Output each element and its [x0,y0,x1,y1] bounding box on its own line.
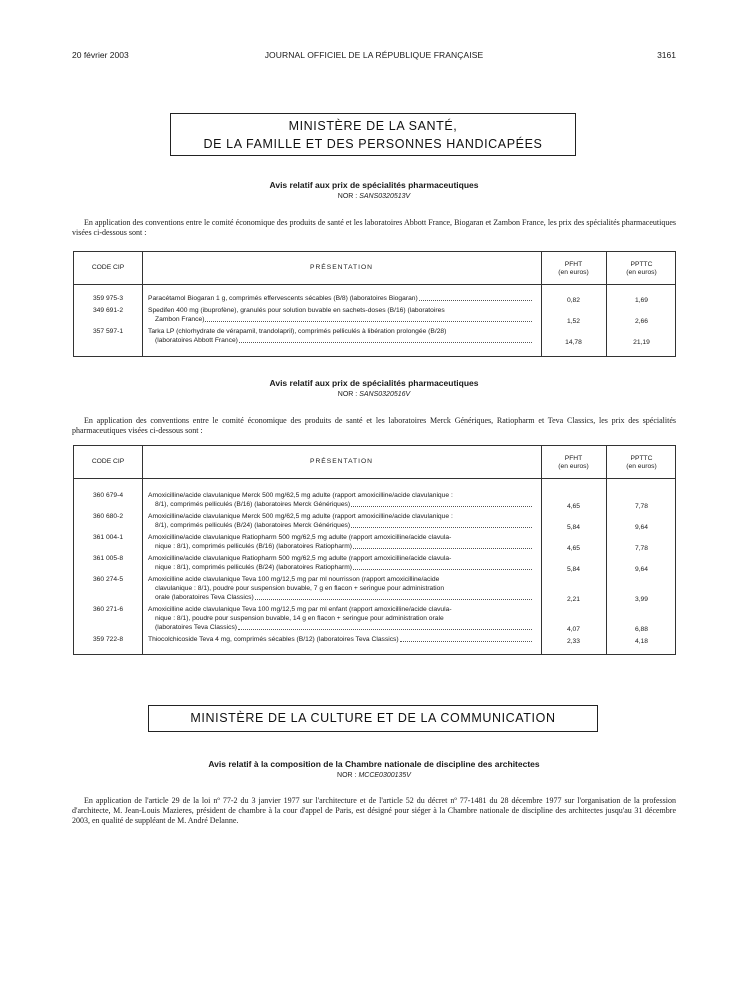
page-header [72,50,676,64]
ministry-culture-line1: MINISTÈRE DE LA CULTURE ET DE LA COMMUNICATION [190,711,556,725]
presentation-text: Amoxicilline/acide clavulanique Merck 500 mg/62,5 mg adulte (rapport amoxicilline/acide clavulanique : 8/1), comprimés pelliculés (B/16) (laboratoires Merck Génériques) [148,491,532,509]
ppttc-value: 6,88 [634,626,649,633]
notice3-nor [72,772,676,779]
notice1-price-table [73,251,676,357]
ppttc-value: 2,66 [634,318,649,325]
cip-code: 360 271-6 [92,606,124,613]
ministry-health-line2: DE LA FAMILLE ET DES PERSONNES HANDICAPÉES [203,137,543,151]
notice1-title: Avis relatif aux prix de spécialités pharmaceutiques [269,180,479,190]
pfht-value: 5,84 [566,524,581,531]
cip-code: 361 005-8 [92,555,124,562]
notice2-nor [72,391,676,398]
header-page-number: 3161 [657,50,676,60]
ppttc-value: 3,99 [634,596,649,603]
presentation-text: Amoxicilline acide clavulanique Teva 100 mg/12,5 mg par ml enfant (rapport amoxicilline/acide clavula- nique : 8/1), poudre pour suspension buvable, 14 g en flacon + seringue pour administration orale (laboratoires Teva Classics) [148,605,532,632]
header-date: 20 février 2003 [72,50,129,60]
col-presentation-header: PRÉSENTATION [309,264,374,271]
notice2-price-table [73,445,676,655]
ppttc-value: 7,78 [634,503,649,510]
notice3-nor-label: NOR : [337,772,357,779]
cip-code: 349 691-2 [92,307,124,314]
presentation-text: Paracétamol Biogaran 1 g, comprimés effervescents sécables (B/8) (laboratoires Biogaran) [148,294,532,303]
notice1-intro: En application des conventions entre le comité économique des produits de santé et les laboratoires Abbott France, Biogaran et Zambon France, les prix des spécialités pharmaceutiques visées ci-dessous sont : [72,218,676,237]
notice2-nor-code: SANS0320516V [359,391,411,398]
col-cip-header: CODE CIP [91,264,125,271]
notice3-nor-code: MCCE0300135V [358,772,411,779]
ppttc-value: 21,19 [633,339,650,346]
pfht-value: 4,07 [566,626,581,633]
col-presentation-header: PRÉSENTATION [309,458,374,465]
notice1-nor [72,193,676,200]
pfht-value: 1,52 [566,318,581,325]
pfht-value: 2,21 [566,596,581,603]
ministry-health-line1: MINISTÈRE DE LA SANTÉ, [288,119,458,133]
col-ppttc-header: PPTTC (en euros) [626,455,657,470]
notice3-body: En application de l'article 29 de la loi nº 77-2 du 3 janvier 1977 sur l'architecture et de l'article 52 du décret nº 77-1481 du 28 décembre 1977 sur l'organisation de la profession d'architecte, M. Jean-Louis Mazieres, président de chambre à la cour d'appel de Paris, est désigné pour siéger à la Chambre nationale de discipline des architectes jusqu'au 31 décembre 2003, en qualité de suppléant de M. André Delanne. [72,796,676,825]
ministry-health-box [170,113,576,156]
col-ppttc-header: PPTTC (en euros) [626,261,657,276]
cip-code: 359 722-8 [92,636,124,643]
presentation-text: Thiocolchicoside Teva 4 mg, comprimés sécables (B/12) (laboratoires Teva Classics) [148,635,532,644]
presentation-text: Amoxicilline/acide clavulanique Ratiopharm 500 mg/62,5 mg adulte (rapport amoxicilline/acide clavula- nique : 8/1), comprimés pelliculés (B/24) (laboratoires Ratiopharm) [148,554,532,572]
presentation-text: Amoxicilline/acide clavulanique Merck 500 mg/62,5 mg adulte (rapport amoxicilline/acide clavulanique : 8/1), comprimés pelliculés (B/24) (laboratoires Merck Génériques) [148,512,532,530]
ppttc-value: 9,64 [634,524,649,531]
pfht-value: 4,65 [566,503,581,510]
ppttc-value: 1,69 [634,297,649,304]
notice2-intro: En application des conventions entre le comité économique des produits de santé et les laboratoires Merck Génériques, Ratiopharm et Teva Classics, les prix des spécialités pharmaceutiques visées ci-dessous sont : [72,416,676,435]
ppttc-value: 9,64 [634,566,649,573]
cip-code: 357 597-1 [92,328,124,335]
col-pfht-header: PFHT (en euros) [558,261,589,276]
notice1-nor-code: SANS0320513V [359,193,411,200]
notice1-nor-label: NOR : [337,193,358,200]
cip-code: 360 274-5 [92,576,124,583]
notice2-nor-label: NOR : [337,391,358,398]
pfht-value: 0,82 [566,297,581,304]
col-cip-header: CODE CIP [91,458,125,465]
ministry-culture-box [148,705,598,732]
col-pfht-header: PFHT (en euros) [558,455,589,470]
cip-code: 361 004-1 [92,534,124,541]
ppttc-value: 4,18 [634,638,649,645]
cip-code: 360 680-2 [92,513,124,520]
presentation-text: Spedifen 400 mg (ibuprofène), granulés pour solution buvable en sachets-doses (B/16) (laboratoires Zambon France) [148,306,532,324]
cip-code: 359 975-3 [92,295,124,302]
notice2-title: Avis relatif aux prix de spécialités pharmaceutiques [269,378,479,388]
cip-code: 360 679-4 [92,492,124,499]
presentation-text: Amoxicilline acide clavulanique Teva 100 mg/12,5 mg par ml nourrisson (rapport amoxicilline/acide clavulanique : 8/1), poudre pour suspension buvable, 7 g en flacon + seringue pour administration orale (laboratoires Teva Classics) [148,575,532,602]
header-journal-title: JOURNAL OFFICIEL DE LA RÉPUBLIQUE FRANÇAISE [264,50,484,60]
notice3-title: Avis relatif à la composition de la Chambre nationale de discipline des architectes [208,759,540,769]
presentation-text: Amoxicilline/acide clavulanique Ratiopharm 500 mg/62,5 mg adulte (rapport amoxicilline/acide clavula- nique : 8/1), comprimés pelliculés (B/16) (laboratoires Ratiopharm) [148,533,532,551]
pfht-value: 5,84 [566,566,581,573]
pfht-value: 4,65 [566,545,581,552]
presentation-text: Tarka LP (chlorhydrate de vérapamil, trandolapril), comprimés pelliculés à libération prolongée (B/28) (laboratoires Abbott France) [148,327,532,345]
pfht-value: 14,78 [565,339,582,346]
pfht-value: 2,33 [566,638,581,645]
ppttc-value: 7,78 [634,545,649,552]
